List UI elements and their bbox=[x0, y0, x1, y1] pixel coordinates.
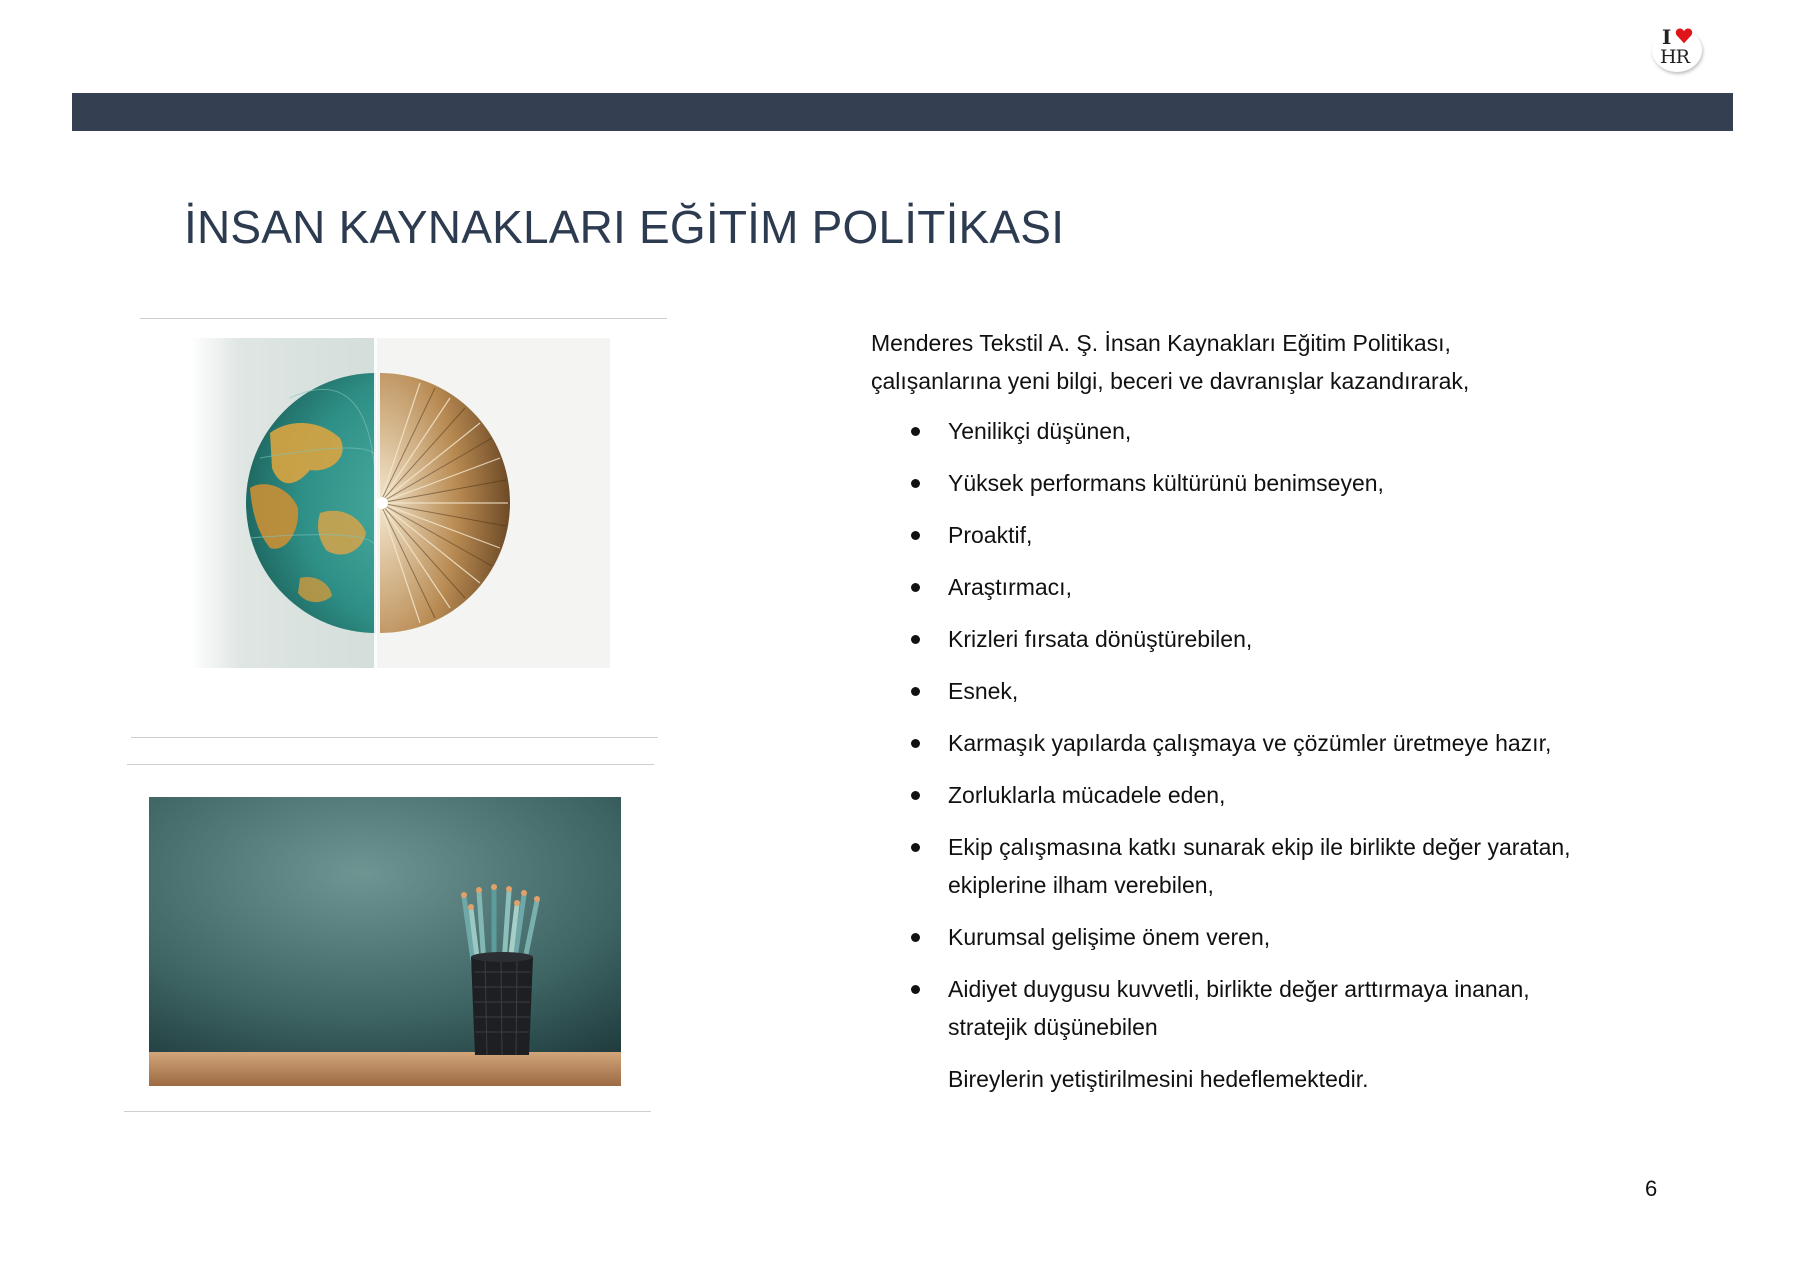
bullet-icon bbox=[911, 933, 920, 942]
list-item: Yenilikçi düşünen, bbox=[871, 412, 1691, 450]
bullet-icon bbox=[911, 427, 920, 436]
divider bbox=[131, 737, 658, 738]
globe-book-image bbox=[190, 338, 610, 668]
header-bar bbox=[72, 93, 1733, 131]
bullet-icon bbox=[911, 739, 920, 748]
intro-line: Menderes Tekstil A. Ş. İnsan Kaynakları Eğitim Politikası, bbox=[871, 330, 1451, 356]
list-item: Karmaşık yapılarda çalışmaya ve çözümler üretmeye hazır, bbox=[871, 724, 1691, 762]
bullet-icon bbox=[911, 583, 920, 592]
page-number: 6 bbox=[1645, 1176, 1658, 1201]
list-item: Proaktif, bbox=[871, 516, 1691, 554]
logo-letter-i: I bbox=[1662, 25, 1672, 49]
logo-letters-hr: HR bbox=[1660, 46, 1689, 68]
bullet-icon bbox=[911, 635, 920, 644]
pencils-chalkboard-image bbox=[149, 797, 621, 1086]
policy-text bbox=[871, 324, 1691, 1098]
divider bbox=[140, 318, 667, 319]
bullet-icon bbox=[911, 843, 920, 852]
bullet-icon bbox=[911, 985, 920, 994]
list-item: Araştırmacı, bbox=[871, 568, 1691, 606]
list-item: Ekip çalışmasına katkı sunarak ekip ile birlikte değer yaratan, ekiplerine ilham verebilen, bbox=[871, 828, 1691, 904]
bullet-icon bbox=[911, 479, 920, 488]
divider bbox=[124, 1111, 651, 1112]
bullet-icon bbox=[911, 791, 920, 800]
quality-list bbox=[871, 412, 1691, 1046]
list-item: Yüksek performans kültürünü benimseyen, bbox=[871, 464, 1691, 502]
list-item: Zorluklarla mücadele eden, bbox=[871, 776, 1691, 814]
list-item: Kurumsal gelişime önem veren, bbox=[871, 918, 1691, 956]
heart-icon bbox=[1675, 27, 1693, 45]
intro-line: çalışanlarına yeni bilgi, beceri ve davranışlar kazandırarak, bbox=[871, 368, 1470, 394]
list-item: Aidiyet duygusu kuvvetli, birlikte değer arttırmaya inanan, stratejik düşünebilen bbox=[871, 970, 1691, 1046]
bullet-icon bbox=[911, 531, 920, 540]
i-love-hr-logo bbox=[1648, 26, 1706, 72]
divider bbox=[127, 764, 654, 765]
bullet-icon bbox=[911, 687, 920, 696]
list-item: Krizleri fırsata dönüştürebilen, bbox=[871, 620, 1691, 658]
page-title: İNSAN KAYNAKLARI EĞİTİM POLİTİKASI bbox=[184, 201, 1065, 253]
list-item: Esnek, bbox=[871, 672, 1691, 710]
closing-line: Bireylerin yetiştirilmesini hedeflemektedir. bbox=[948, 1066, 1369, 1092]
